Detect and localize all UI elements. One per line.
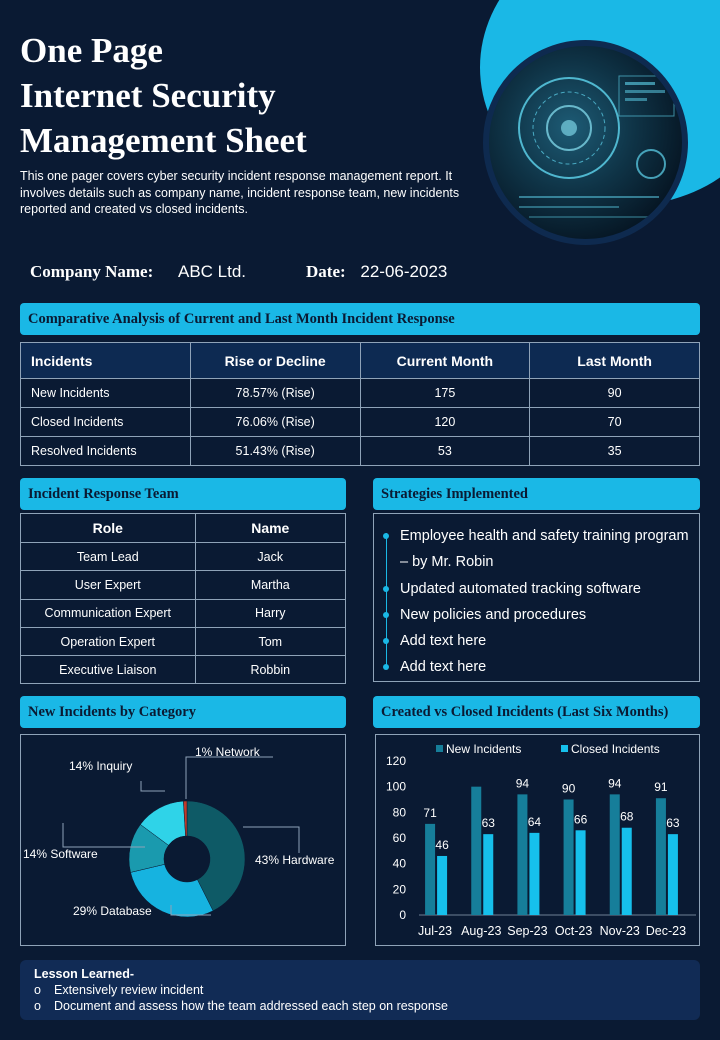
- lesson-text: Document and assess how the team addressed each step on response: [54, 999, 448, 1013]
- bullet-icon: o: [34, 983, 41, 997]
- table-cell: Closed Incidents: [21, 408, 191, 437]
- table-cell: Robbin: [195, 656, 345, 684]
- table-cell: Tom: [195, 627, 345, 655]
- table-row: [21, 656, 346, 684]
- bar: [656, 798, 666, 915]
- title-line: Management Sheet: [20, 121, 307, 160]
- table-header-row: [21, 343, 700, 379]
- page-title: [20, 28, 460, 163]
- table-row: [21, 408, 700, 437]
- list-item: [386, 654, 691, 680]
- comparison-banner: Comparative Analysis of Current and Last Month Incident Response: [20, 303, 700, 335]
- table-cell: 78.57% (Rise): [190, 379, 360, 408]
- table-cell: Harry: [195, 599, 345, 627]
- column-header: Rise or Decline: [190, 343, 360, 379]
- data-label: 64: [527, 814, 542, 829]
- strategies-banner: Strategies Implemented: [373, 478, 700, 510]
- data-label: 91: [654, 780, 668, 795]
- team-banner: Incident Response Team: [20, 478, 346, 510]
- bar: [529, 833, 539, 915]
- company-label: Company Name:: [30, 262, 154, 281]
- x-tick-label: Jul-23: [418, 924, 453, 938]
- legend-label: Closed Incidents: [571, 742, 660, 756]
- bar: [471, 787, 481, 915]
- data-label: 90: [561, 781, 576, 796]
- strategy-text: Add text here: [400, 633, 487, 650]
- comparison-table: [20, 342, 700, 466]
- table-cell: Jack: [195, 543, 345, 571]
- bar: [564, 800, 574, 916]
- strategy-text: Add text here: [400, 659, 487, 676]
- bar: [517, 794, 527, 915]
- data-label: 68: [620, 809, 634, 824]
- leader-line: [243, 827, 299, 853]
- bullet-dot-icon: [383, 664, 389, 670]
- table-cell: Team Lead: [21, 543, 196, 571]
- slice-label: 14% Software: [23, 847, 98, 861]
- slice-label: 1% Network: [195, 745, 260, 759]
- table-cell: 90: [530, 379, 700, 408]
- table-cell: Martha: [195, 571, 345, 599]
- table-row: [21, 599, 346, 627]
- table-row: [21, 627, 346, 655]
- slice-label: 43% Hardware: [255, 853, 335, 867]
- bar: [622, 828, 632, 915]
- title-line: One Page: [20, 31, 163, 70]
- data-label: 71: [423, 805, 437, 820]
- x-tick-label: Nov-23: [599, 924, 640, 938]
- table-cell: 175: [360, 379, 530, 408]
- strategy-text: New policies and procedures: [400, 606, 587, 623]
- bar: [437, 856, 447, 915]
- y-tick-label: 0: [399, 908, 406, 922]
- date-label: Date:: [306, 262, 346, 281]
- lesson-text: Extensively review incident: [54, 983, 204, 997]
- data-label: 63: [666, 816, 680, 831]
- table-cell: User Expert: [21, 571, 196, 599]
- slice-label: 14% Inquiry: [69, 759, 133, 773]
- data-label: 66: [573, 812, 588, 827]
- list-item: [34, 998, 686, 1014]
- table-cell: Operation Expert: [21, 627, 196, 655]
- company-value: ABC Ltd.: [177, 262, 247, 281]
- table-row: [21, 379, 700, 408]
- column-header: Name: [195, 514, 345, 543]
- y-tick-label: 40: [392, 856, 406, 871]
- list-item: [386, 523, 691, 576]
- donut-chart: [21, 735, 347, 947]
- table-row: [21, 571, 346, 599]
- data-label: 94: [608, 776, 622, 791]
- column-header: Incidents: [21, 343, 191, 379]
- leader-line: [186, 757, 273, 799]
- bullet-dot-icon: [383, 533, 389, 539]
- table-row: [21, 437, 700, 466]
- table-cell: 51.43% (Rise): [190, 437, 360, 466]
- bullet-dot-icon: [383, 586, 389, 592]
- bar: [668, 834, 678, 915]
- x-tick-label: Sep-23: [507, 924, 548, 938]
- bar-chart-box: [375, 734, 700, 946]
- y-tick-label: 100: [385, 779, 406, 794]
- list-item: [386, 576, 691, 602]
- column-header: Current Month: [360, 343, 530, 379]
- company-name: [30, 262, 246, 282]
- table-cell: Executive Liaison: [21, 656, 196, 684]
- list-item: [386, 602, 691, 628]
- table-cell: 76.06% (Rise): [190, 408, 360, 437]
- bar-chart-banner: Created vs Closed Incidents (Last Six Months): [373, 696, 700, 728]
- table-cell: 53: [360, 437, 530, 466]
- list-item: [386, 628, 691, 654]
- bar: [483, 834, 493, 915]
- team-table: [20, 513, 346, 684]
- x-tick-label: Dec-23: [645, 924, 687, 938]
- strategies-list: [386, 523, 691, 681]
- y-tick-label: 80: [392, 805, 406, 820]
- lesson-title: Lesson Learned-: [34, 967, 135, 981]
- bar-chart: [376, 735, 701, 947]
- report-date: [306, 262, 447, 282]
- table-cell: 120: [360, 408, 530, 437]
- title-line: Internet Security: [20, 76, 276, 115]
- strategy-text: Employee health and safety training program – by Mr. Robin: [400, 528, 689, 571]
- x-tick-label: Aug-23: [461, 924, 502, 938]
- cyber-security-image: [483, 40, 688, 245]
- legend-swatch: [561, 745, 568, 752]
- table-cell: 35: [530, 437, 700, 466]
- list-item: [34, 982, 686, 998]
- category-banner: New Incidents by Category: [20, 696, 346, 728]
- legend-swatch: [436, 745, 443, 752]
- bullet-icon: o: [34, 999, 41, 1013]
- slice-label: 29% Database: [73, 904, 152, 918]
- bullet-dot-icon: [383, 612, 389, 618]
- table-header-row: [21, 514, 346, 543]
- bar: [425, 824, 435, 915]
- leader-line: [141, 781, 165, 791]
- bar: [610, 794, 620, 915]
- hud-illustration: [489, 46, 688, 245]
- lesson-learned: [20, 960, 700, 1020]
- bar: [576, 830, 586, 915]
- table-cell: Resolved Incidents: [21, 437, 191, 466]
- data-label: 46: [435, 837, 449, 852]
- table-cell: New Incidents: [21, 379, 191, 408]
- strategy-text: Updated automated tracking software: [400, 580, 641, 597]
- data-label: 94: [515, 776, 530, 791]
- y-tick-label: 20: [392, 882, 406, 897]
- intro-text: This one pager covers cyber security incident response management report. It involves details such as company name, incident response team, new incidents reported and created vs closed incidents.: [20, 169, 460, 216]
- y-tick-label: 120: [385, 754, 406, 768]
- table-cell: 70: [530, 408, 700, 437]
- table-row: [21, 543, 346, 571]
- x-tick-label: Oct-23: [554, 924, 593, 938]
- category-chart-box: [20, 734, 346, 946]
- date-value: 22-06-2023: [360, 262, 448, 281]
- table-cell: Communication Expert: [21, 599, 196, 627]
- column-header: Last Month: [530, 343, 700, 379]
- y-tick-label: 60: [392, 831, 406, 845]
- legend-label: New Incidents: [446, 742, 522, 756]
- data-label: 63: [481, 816, 495, 831]
- bullet-dot-icon: [383, 638, 389, 644]
- column-header: Role: [21, 514, 196, 543]
